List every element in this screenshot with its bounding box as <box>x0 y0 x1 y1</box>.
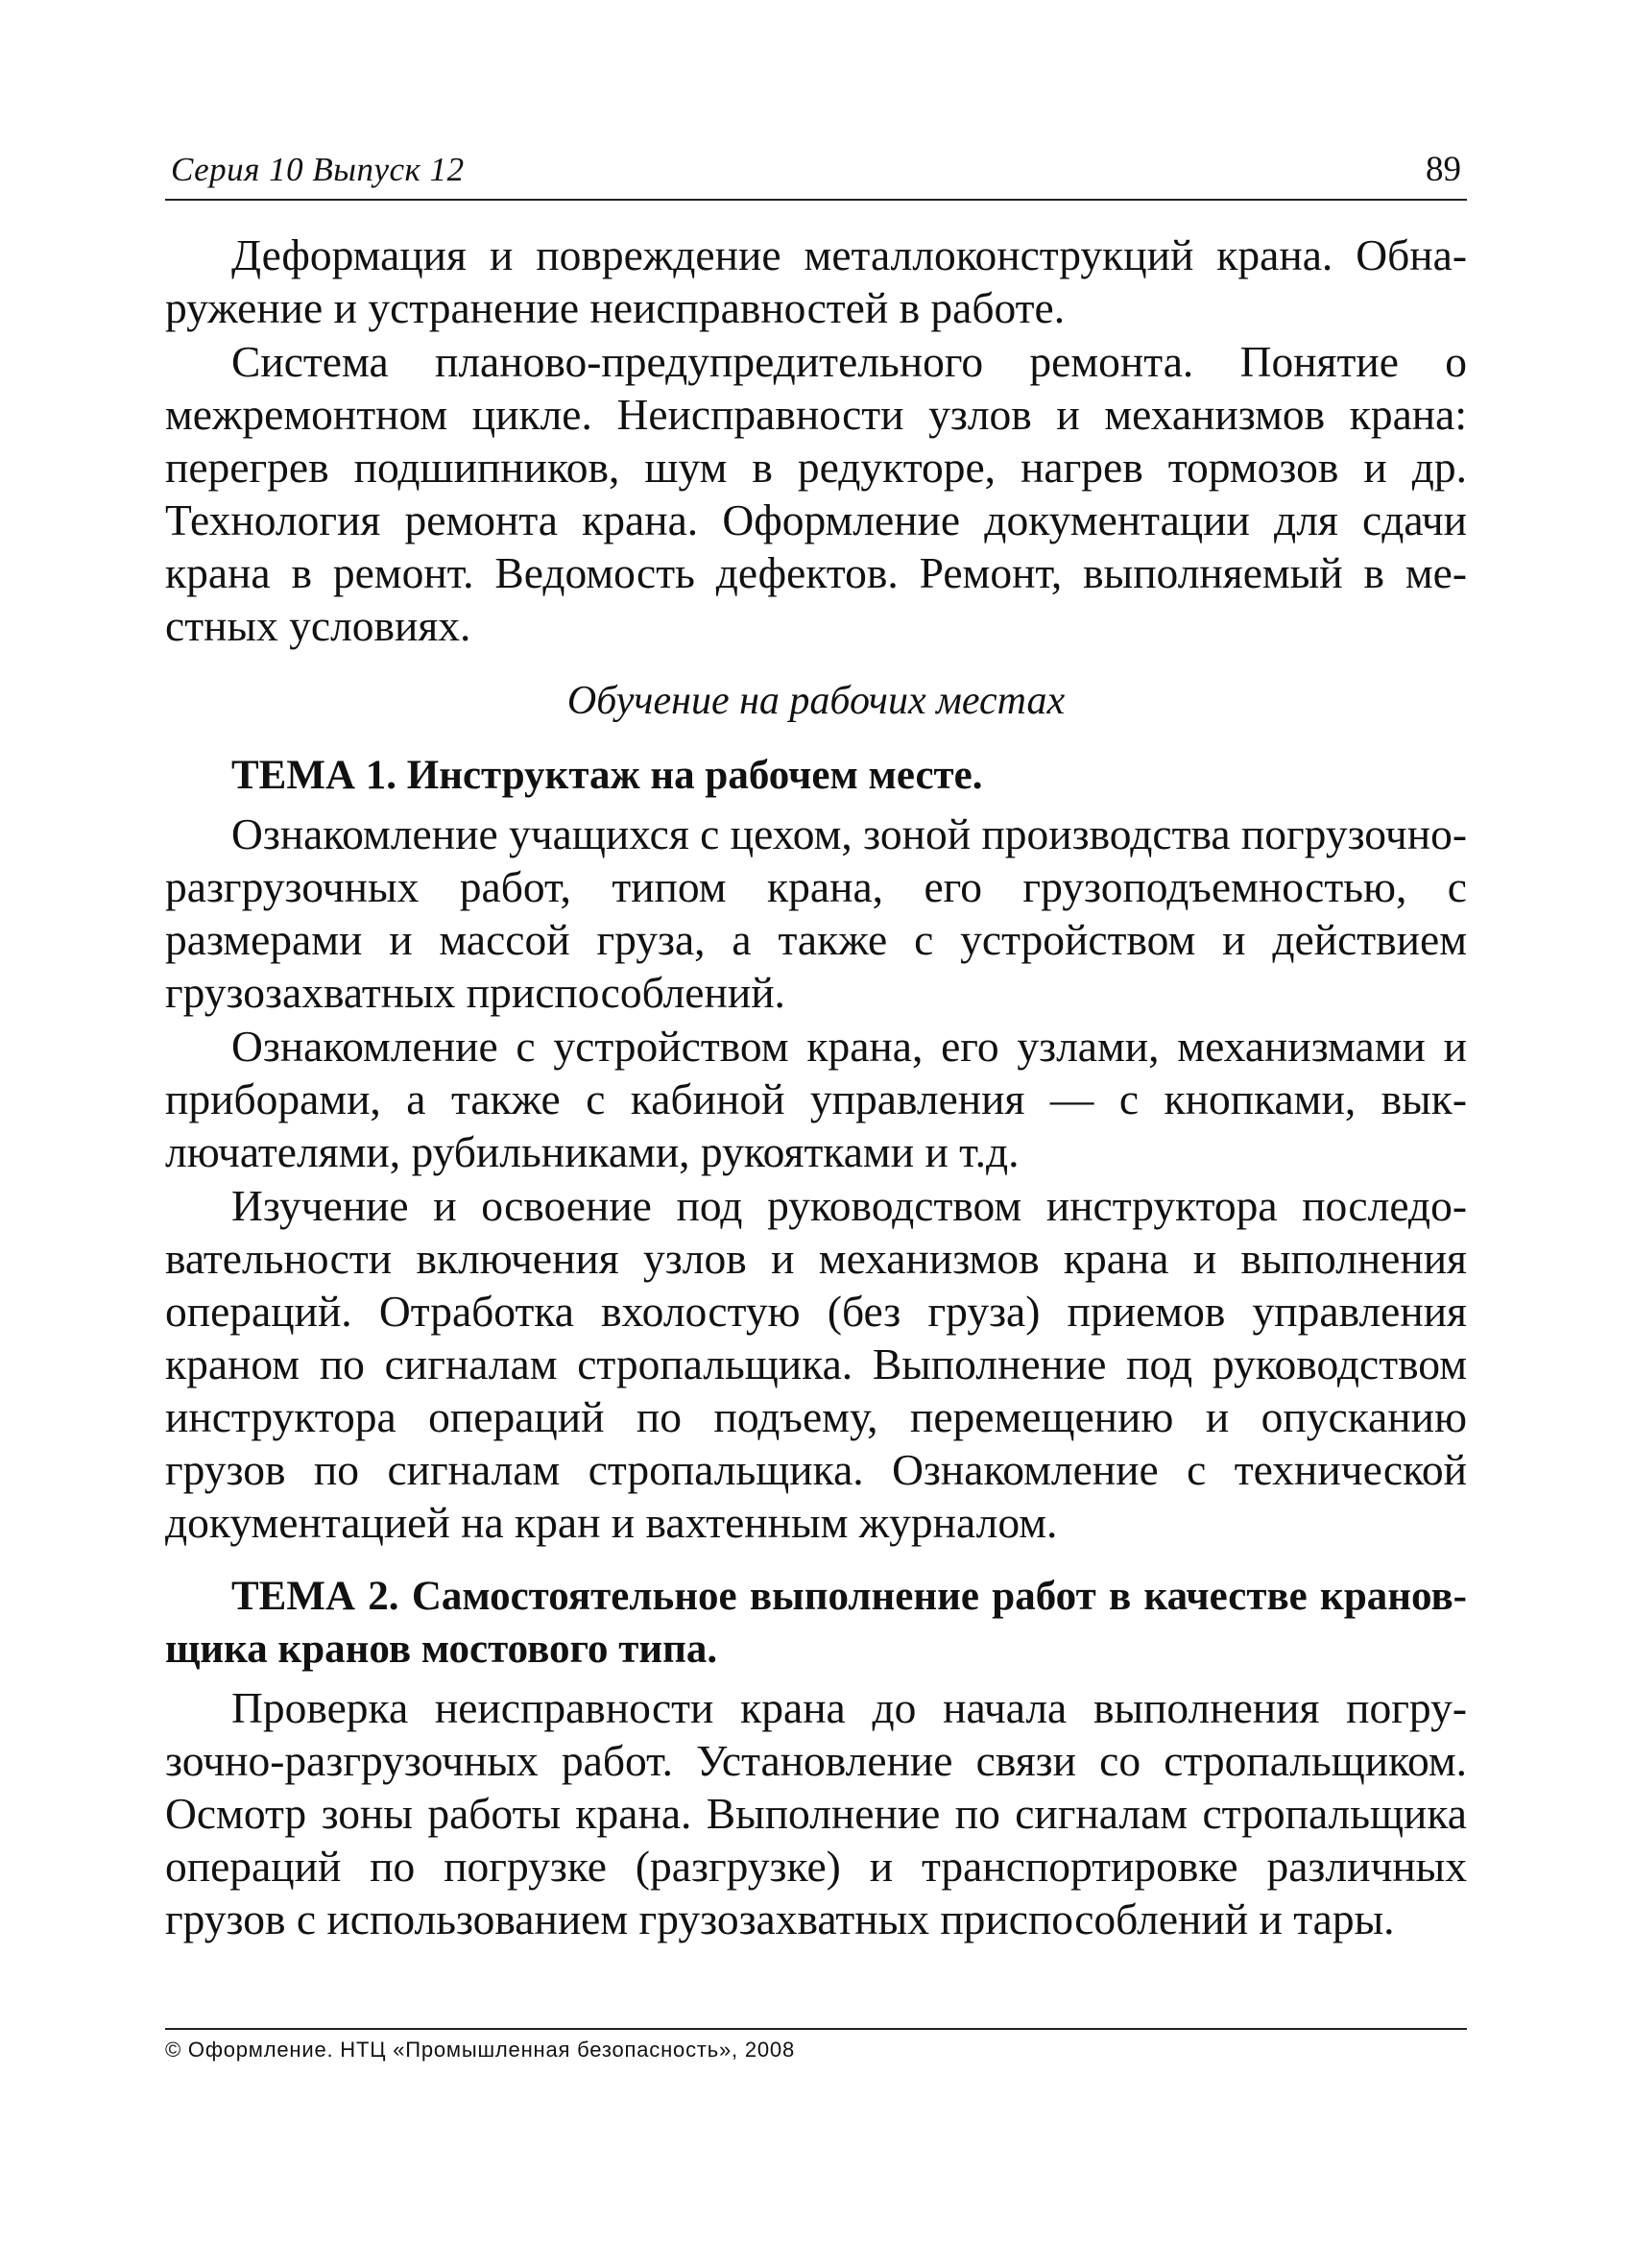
topic-2-heading: ТЕМА 2. Самостоятельное выполнение работ в качестве крановщика кранов мостового типа. <box>165 1574 1467 1672</box>
body-text <box>165 229 1467 1946</box>
paragraph: Изучение и освоение под руководством инструктора последовательности включения узлов и механизмов крана и выполнения операций. Отработка вхолостую (без груза) приемов управления краном по сигналам стропальщика. Выполнение под руководством инструктора операций по подъему, перемещению и опусканию грузов по сигналам стропальщика. Ознакомление с технической документацией на кран и вахтенным журналом. <box>165 1181 1467 1547</box>
topic-1-heading: ТЕМА 1. Инструктаж на рабочем месте. <box>231 753 983 798</box>
page-number: 89 <box>1426 150 1461 189</box>
series-label: Серия 10 Выпуск 12 <box>171 151 465 188</box>
paragraph: Система планово-предупредительного ремонта. Понятие о межремонтном цикле. Неисправности узлов и механизмов крана: перегрев подшипников, шум в редукторе, нагрев тормозов и др. Технология ремонта крана. Оформление документации для сдачи крана в ремонт. Ведомость дефектов. Ремонт, выполняемый в местных условиях. <box>165 337 1467 650</box>
paragraph: Проверка неисправности крана до начала выполнения погрузочно-разгрузочных работ. Установление связи со стропальщиком. Осмотр зоны работы крана. Выполнение по сигналам стропальщика операций по погрузке (разгрузке) и транспортировке различных грузов с использованием грузозахватных приспособлений и тары. <box>165 1683 1467 1943</box>
copyright-footer: © Оформление. НТЦ «Промышленная безопасность», 2008 <box>165 2038 796 2062</box>
paragraph: Ознакомление с устройством крана, его узлами, механизмами и приборами, а также с кабиной управления — с кнопками, выключателями, рубильниками, рукоятками и т.д. <box>165 1022 1467 1176</box>
paragraph: Ознакомление учащихся с цехом, зоной производства погрузочно-разгрузочных работ, типом крана, его грузоподъемностью, с размерами и массой груза, а также с устройством и действием грузозахватных приспособлений. <box>165 809 1467 1017</box>
section-title: Обучение на рабочих местах <box>566 679 1066 723</box>
paragraph: Деформация и повреждение металлоконструкций крана. Обнаружение и устранение неисправностей в работе. <box>165 230 1467 332</box>
running-header <box>165 149 1467 201</box>
footer-divider <box>165 2028 1467 2030</box>
